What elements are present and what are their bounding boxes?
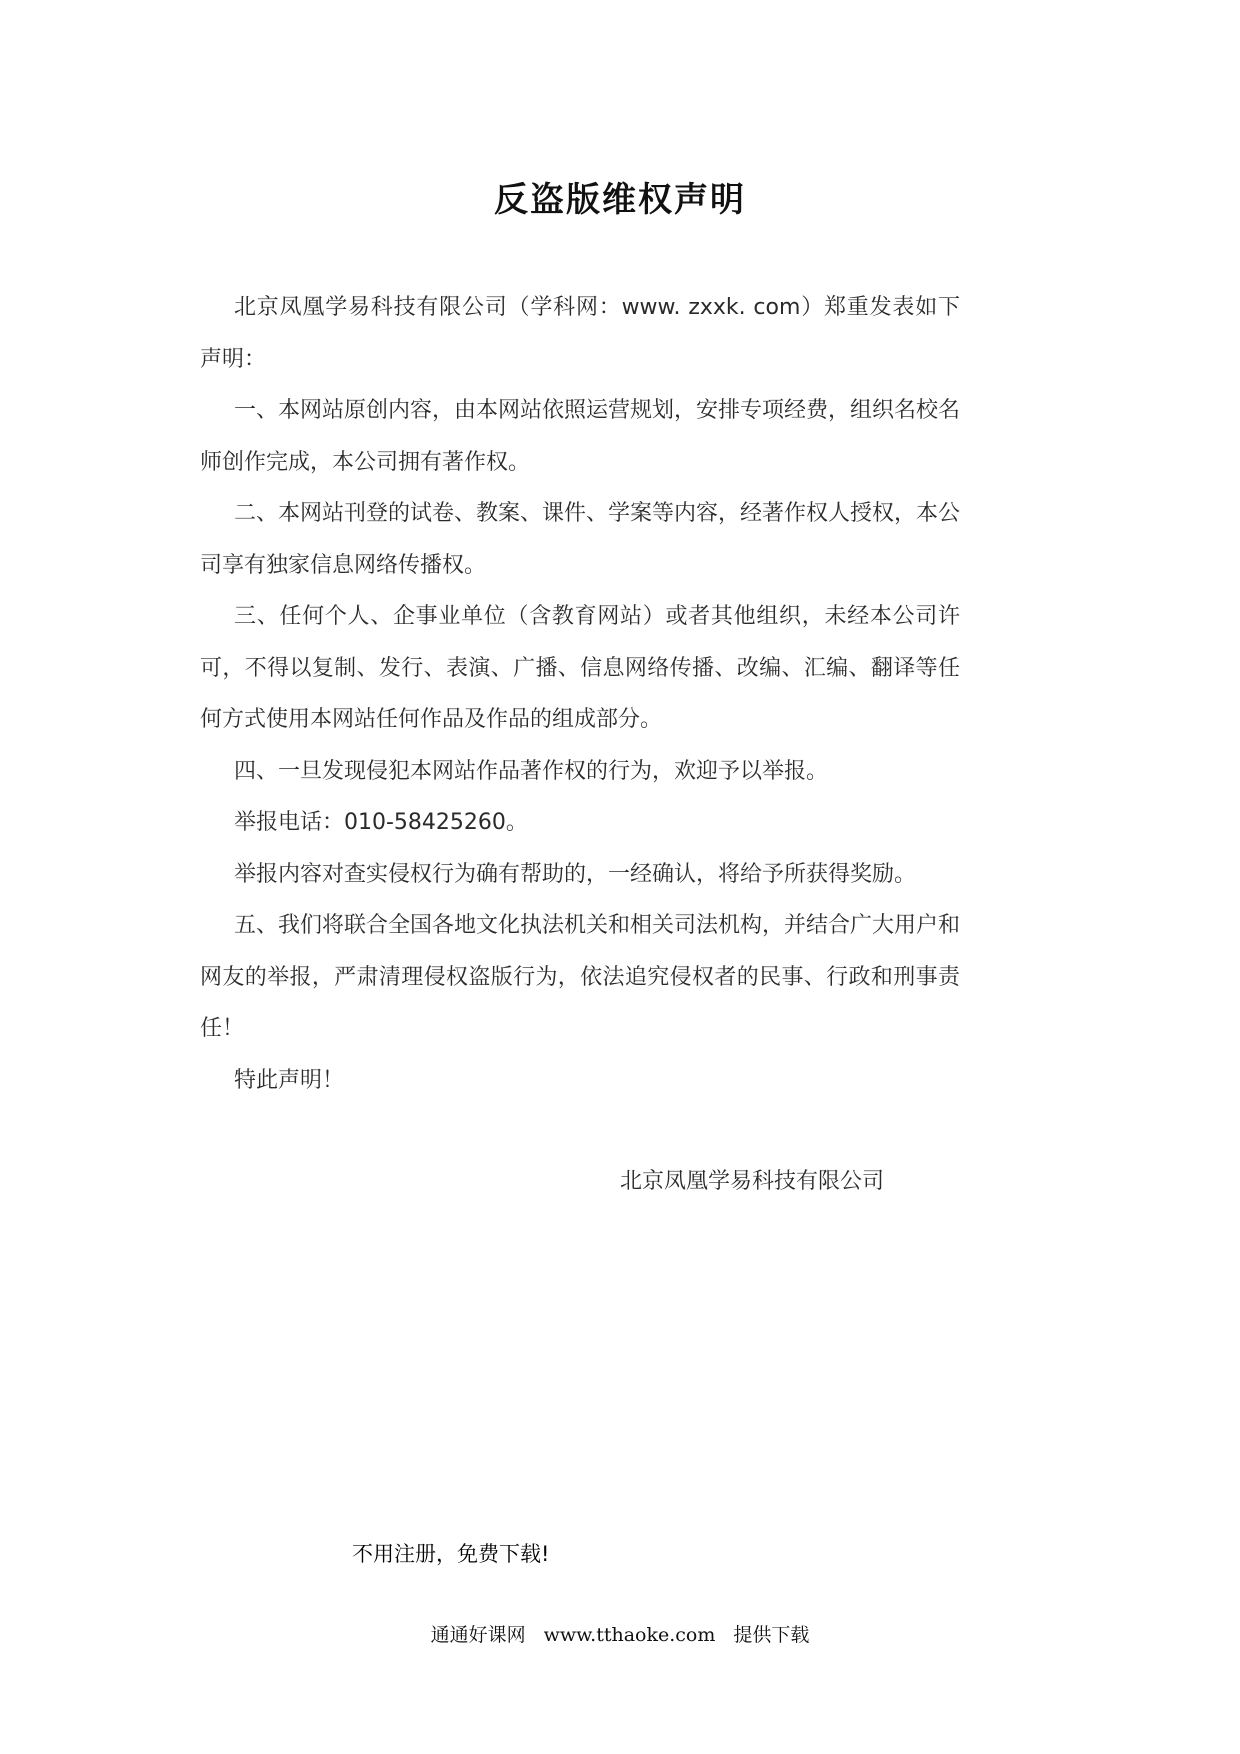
report-phone: 举报电话：010-58425260。 xyxy=(234,810,528,835)
statement-body xyxy=(200,282,960,1106)
report-reward: 举报内容对查实侵权行为确有帮助的，一经确认，将给予所获得奖励。 xyxy=(234,861,917,887)
footer-url[interactable]: www.tthaoke.com xyxy=(543,1624,716,1646)
paragraph-4: 四、一旦发现侵犯本网站作品著作权的行为，欢迎予以举报。 xyxy=(234,758,829,784)
page-title: 反盗版维权声明 xyxy=(494,180,746,220)
company-signature: 北京凤凰学易科技有限公司 xyxy=(620,1169,885,1194)
paragraph-1: 一、本网站原创内容，由本网站依照运营规划，安排专项经费，组织名校名师创作完成，本公司拥有著作权。 xyxy=(200,398,961,475)
paragraph-intro: 北京凤凰学易科技有限公司（学科网：www. zxxk. com）郑重发表如下声明： xyxy=(200,295,960,372)
footer xyxy=(0,1620,1240,1647)
paragraph-5: 五、我们将联合全国各地文化执法机关和相关司法机构，并结合广大用户和网友的举报，严肃清理侵权盗版行为，依法追究侵权者的民事、行政和刑事责任！ xyxy=(200,913,961,1041)
footer-suffix: 提供下载 xyxy=(733,1624,810,1646)
paragraph-2: 二、本网站刊登的试卷、教案、课件、学案等内容，经著作权人授权，本公司享有独家信息网络传播权。 xyxy=(200,501,961,578)
closing-statement: 特此声明！ xyxy=(234,1067,345,1093)
footer-site-name: 通通好课网 xyxy=(430,1624,526,1646)
promo-text: 不用注册，免费下载! xyxy=(352,1542,550,1566)
paragraph-3: 三、任何个人、企事业单位（含教育网站）或者其他组织，未经本公司许可，不得以复制、发行、表演、广播、信息网络传播、改编、汇编、翻译等任何方式使用本网站任何作品及作品的组成部分。 xyxy=(200,604,960,732)
